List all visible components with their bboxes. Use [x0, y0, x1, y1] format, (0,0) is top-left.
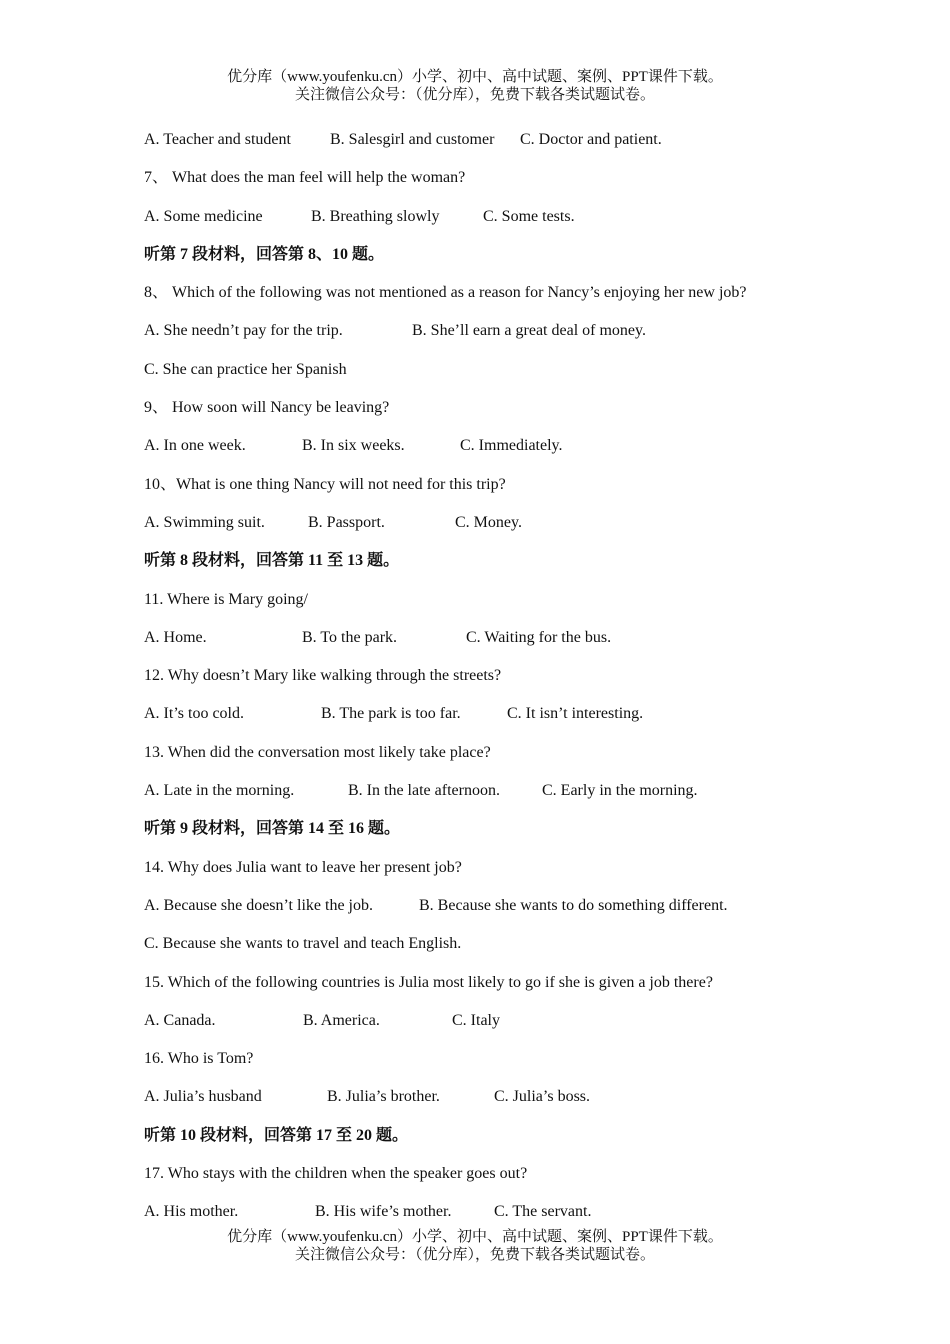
q12-question: 12. Why doesn’t Mary like walking through the streets? — [144, 667, 502, 685]
exam-content — [144, 128, 824, 1239]
q11-options — [144, 626, 824, 664]
q14-option-c: C. Because she wants to travel and teach English. — [144, 935, 462, 953]
q7-question: 7、 What does the man feel will help the woman? — [144, 169, 466, 187]
q10-question: 10、What is one thing Nancy will not need for this trip? — [144, 475, 506, 493]
q7-option-b: B. Breathing slowly — [311, 207, 440, 225]
q8-option-b: B. She’ll earn a great deal of money. — [412, 322, 646, 340]
q11-option-b: B. To the park. — [302, 628, 398, 646]
q11-option-c: C. Waiting for the bus. — [466, 628, 612, 646]
q9-option-b: B. In six weeks. — [302, 437, 405, 455]
q9-options — [144, 434, 824, 472]
q11-option-a: A. Home. — [144, 628, 207, 646]
q6-options — [144, 128, 824, 166]
q13-question: 13. When did the conversation most likely take place? — [144, 743, 491, 761]
q12-option-c: C. It isn’t interesting. — [507, 705, 644, 723]
q8-question: 8、 Which of the following was not mentioned as a reason for Nancy’s enjoying her new job? — [144, 284, 747, 302]
q13-options — [144, 779, 824, 817]
q13-option-b: B. In the late afternoon. — [348, 782, 500, 800]
q7-option-c: C. Some tests. — [483, 207, 575, 225]
q16-options — [144, 1085, 824, 1123]
q14-options-ab — [144, 894, 824, 932]
q14-option-b: B. Because she wants to do something different. — [419, 896, 728, 914]
q16-question: 16. Who is Tom? — [144, 1050, 254, 1068]
header-line-2: 关注微信公众号：（优分库），免费下载各类试题试卷。 — [294, 87, 655, 103]
q10-options — [144, 511, 824, 549]
q12-option-a: A. It’s too cold. — [144, 705, 244, 723]
q17-option-a: A. His mother. — [144, 1203, 239, 1221]
q17-question: 17. Who stays with the children when the speaker goes out? — [144, 1165, 528, 1183]
section-heading-7: 听第 7 段材料，回答第 8、10 题。 — [144, 245, 385, 263]
q8-option-c: C. She can practice her Spanish — [144, 360, 347, 378]
page-footer — [0, 1228, 950, 1264]
page-header — [0, 68, 950, 104]
q7-option-a: A. Some medicine — [144, 207, 263, 225]
q15-options — [144, 1009, 824, 1047]
q15-question: 15. Which of the following countries is Julia most likely to go if she is given a job there? — [144, 973, 713, 991]
q15-option-b: B. America. — [303, 1011, 380, 1029]
footer-line-2: 关注微信公众号：（优分库），免费下载各类试题试卷。 — [294, 1247, 655, 1263]
q16-option-c: C. Julia’s boss. — [494, 1088, 591, 1106]
q17-option-c: C. The servant. — [494, 1203, 592, 1221]
q13-option-a: A. Late in the morning. — [144, 782, 295, 800]
q6-option-b: B. Salesgirl and customer — [330, 131, 495, 148]
q9-option-c: C. Immediately. — [460, 437, 563, 455]
section-heading-8: 听第 8 段材料，回答第 11 至 13 题。 — [144, 552, 400, 570]
q7-options — [144, 205, 824, 243]
section-heading-9: 听第 9 段材料，回答第 14 至 16 题。 — [144, 820, 401, 838]
section-heading-10: 听第 10 段材料，回答第 17 至 20 题。 — [144, 1126, 409, 1144]
q8-options-ab — [144, 319, 824, 357]
header-line-1: 优分库（www.youfenku.cn）小学、初中、高中试题、案例、PPT课件下载。 — [227, 69, 723, 85]
q8-option-a: A. She needn’t pay for the trip. — [144, 322, 343, 340]
q17-option-b: B. His wife’s mother. — [315, 1203, 452, 1221]
q10-option-b: B. Passport. — [308, 513, 385, 531]
footer-line-1: 优分库（www.youfenku.cn）小学、初中、高中试题、案例、PPT课件下载。 — [227, 1229, 723, 1245]
q12-option-b: B. The park is too far. — [321, 705, 461, 723]
q9-question: 9、 How soon will Nancy be leaving? — [144, 399, 390, 417]
q16-option-a: A. Julia’s husband — [144, 1088, 262, 1106]
q11-question: 11. Where is Mary going/ — [144, 590, 308, 608]
q6-option-c: C. Doctor and patient. — [520, 131, 662, 148]
q14-option-a: A. Because she doesn’t like the job. — [144, 896, 373, 914]
q15-option-c: C. Italy — [452, 1011, 500, 1029]
q9-option-a: A. In one week. — [144, 437, 246, 455]
q10-option-a: A. Swimming suit. — [144, 513, 265, 531]
q6-option-a: A. Teacher and student — [144, 131, 291, 148]
q12-options — [144, 702, 824, 740]
q10-option-c: C. Money. — [455, 513, 522, 531]
q13-option-c: C. Early in the morning. — [542, 782, 698, 800]
q14-question: 14. Why does Julia want to leave her present job? — [144, 858, 462, 876]
q15-option-a: A. Canada. — [144, 1011, 216, 1029]
q16-option-b: B. Julia’s brother. — [327, 1088, 440, 1106]
